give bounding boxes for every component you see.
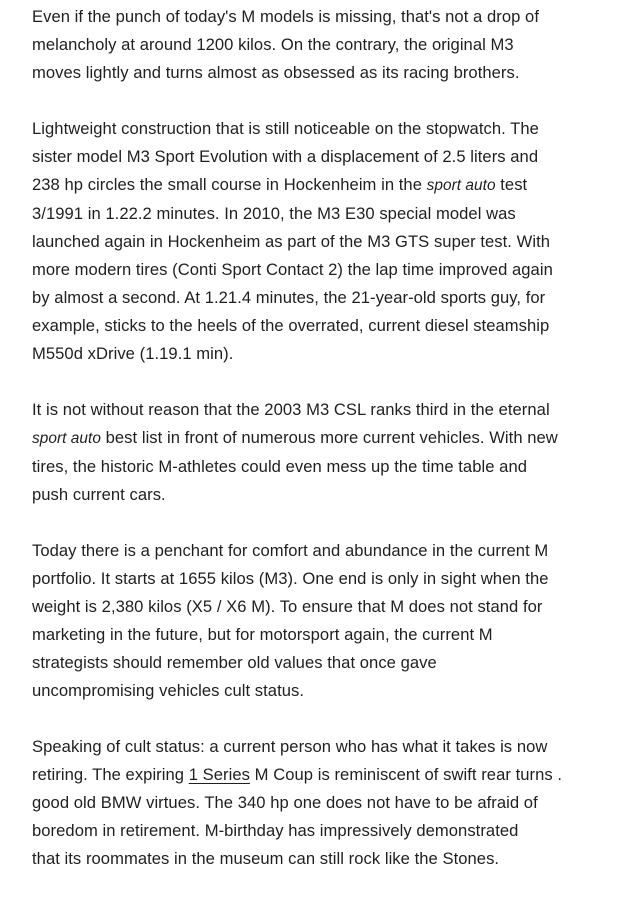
text-line: Lightweight construction that is still noticeable on the stopwatch. The	[32, 119, 539, 138]
text-line: 3/1991 in 1.22.2 minutes. In 2010, the M3 E30 special model was	[32, 204, 516, 223]
text-line: marketing in the future, but for motorsport again, the current M	[32, 625, 493, 644]
text-line: push current cars.	[32, 485, 166, 504]
paragraph-intro	[32, 3, 604, 87]
text-segment: best list in front of numerous more current vehicles. With new	[100, 428, 558, 447]
magazine-name: sport auto	[32, 430, 101, 447]
text-line	[32, 171, 604, 200]
text-line: good old BMW virtues. The 340 hp one does not have to be afraid of	[32, 793, 538, 812]
text-line: Speaking of cult status: a current person who has what it takes is now	[32, 737, 548, 756]
text-line: that its roommates in the museum can still rock like the Stones.	[32, 849, 500, 868]
magazine-name: sport auto	[426, 177, 496, 194]
text-line: uncompromising vehicles cult status.	[32, 681, 305, 700]
text-segment: retiring. The expiring	[32, 765, 189, 784]
text-line	[32, 761, 604, 789]
text-line: by almost a second. At 1.21.4 minutes, the 21-year-old sports guy, for	[32, 288, 546, 307]
paragraph-csl	[32, 396, 604, 509]
text-line	[32, 424, 604, 453]
text-line: Today there is a penchant for comfort and abundance in the current M	[32, 541, 549, 560]
text-line: tires, the historic M-athletes could even mess up the time table and	[32, 457, 528, 476]
text-line: It is not without reason that the 2003 M3 CSL ranks third in the eternal	[32, 400, 550, 419]
text-segment: M Coup is reminiscent of swift rear turns .	[250, 765, 563, 784]
text-line: weight is 2,380 kilos (X5 / X6 M). To ensure that M does not stand for	[32, 597, 543, 616]
text-line: melancholy at around 1200 kilos. On the contrary, the original M3	[32, 35, 514, 54]
text-line: launched again in Hockenheim as part of the M3 GTS super test. With	[32, 232, 551, 251]
text-line: portfolio. It starts at 1655 kilos (M3). One end is only in sight when the	[32, 569, 549, 588]
text-line: moves lightly and turns almost as obsessed as its racing brothers.	[32, 63, 520, 82]
text-line: more modern tires (Conti Sport Contact 2) the lap time improved again	[32, 260, 553, 279]
text-line: boredom in retirement. M-birthday has impressively demonstrated	[32, 821, 519, 840]
text-segment: test	[495, 175, 528, 194]
paragraph-cult-status	[32, 733, 604, 873]
text-line: M550d xDrive (1.19.1 min).	[32, 344, 234, 363]
text-line: example, sticks to the heels of the overrated, current diesel steamship	[32, 316, 550, 335]
paragraph-lightweight	[32, 115, 604, 368]
text-line: Even if the punch of today's M models is missing, that's not a drop of	[32, 7, 539, 26]
text-line: sister model M3 Sport Evolution with a displacement of 2.5 liters and	[32, 147, 539, 166]
paragraph-portfolio	[32, 537, 604, 705]
text-segment: 238 hp circles the small course in Hockenheim in the	[32, 175, 427, 194]
series-1-link[interactable]: 1 Series	[188, 765, 250, 784]
text-line: strategists should remember old values that once gave	[32, 653, 437, 672]
